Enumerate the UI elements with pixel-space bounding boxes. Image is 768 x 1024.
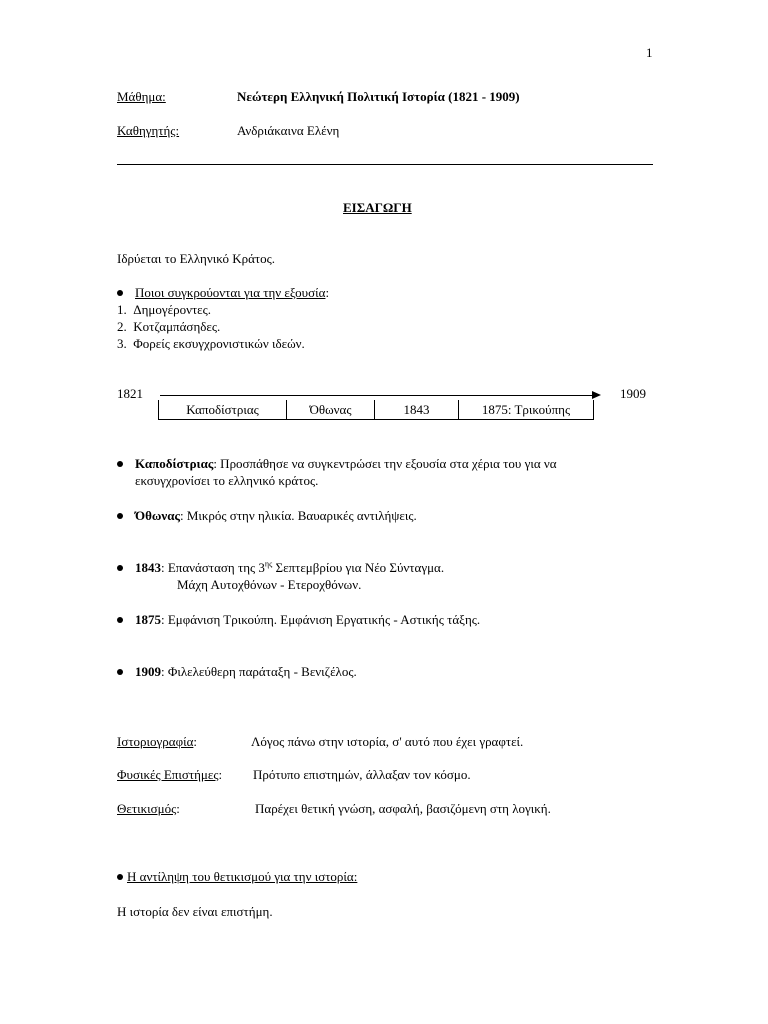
bullet-icon	[117, 513, 123, 519]
conflict-heading-colon: :	[325, 285, 330, 300]
timeline-segment-label: Όθωνας	[309, 402, 352, 417]
point-1843	[117, 560, 444, 576]
point-text: : Φιλελεύθερη παράταξη - Βενιζέλος.	[161, 664, 357, 679]
timeline-start: 1821	[117, 386, 143, 401]
point-superscript: ης	[264, 559, 273, 569]
closing-text: Η ιστορία δεν είναι επιστήμη.	[117, 904, 273, 919]
page-title: ΕΙΣΑΓΩΓΗ	[343, 200, 412, 215]
definition-colon: :	[193, 734, 198, 749]
definition-text: Παρέχει θετική γνώση, ασφαλή, βασιζόμενη στη λογική.	[255, 801, 551, 816]
point-kapodistrias-line2: εκσυγχρονίσει το ελληνικό κράτος.	[135, 473, 319, 488]
subject-value: Νεώτερη Ελληνική Πολιτική Ιστορία (1821 - 1909)	[237, 89, 520, 104]
arrow-right-icon	[592, 391, 601, 399]
point-term: 1843	[135, 560, 161, 575]
definition-term: Θετικισμός	[117, 801, 177, 816]
point-term: Όθωνας	[135, 508, 180, 523]
point-othonas	[117, 508, 417, 524]
page-number: 1	[646, 45, 653, 60]
conflict-heading: Ποιοι συγκρούονται για την εξουσία	[135, 285, 326, 300]
definition-term-row	[117, 767, 222, 783]
bullet-icon	[117, 290, 123, 296]
definition-term-row	[117, 734, 197, 750]
definition-colon: :	[218, 767, 223, 782]
timeline-segment-label: 1843	[403, 402, 430, 417]
list-item-text: Δημογέροντες.	[133, 302, 212, 317]
point-term: 1909	[135, 664, 161, 679]
definition-term: Ιστοριογραφία	[117, 734, 194, 749]
point-text: : Επανάσταση της 3	[161, 560, 265, 575]
timeline-segment-label: Καποδίστριας	[186, 402, 259, 417]
point-1909	[117, 664, 357, 680]
point-text: : Εμφάνιση Τρικούπη. Εμφάνιση Εργατικής - Αστικής τάξης.	[161, 612, 481, 627]
list-item-text: Κοτζαμπάσηδες.	[133, 319, 221, 334]
positivism-heading: Η αντίληψη του θετικισμού για την ιστορία:	[127, 869, 358, 884]
point-text: Σεπτεμβρίου για Νέο Σύνταγμα.	[272, 560, 445, 575]
point-kapodistrias	[117, 456, 557, 472]
list-item: 3. Φορείς εκσυγχρονιστικών ιδεών.	[117, 336, 305, 351]
teacher-value: Ανδριάκαινα Ελένη	[237, 123, 340, 138]
list-item: 2. Κοτζαμπάσηδες.	[117, 319, 221, 334]
timeline-segment-label: 1875: Τρικούπης	[481, 402, 571, 417]
point-text: : Μικρός στην ηλικία. Βαυαρικές αντιλήψεις.	[179, 508, 417, 523]
list-item-text: Φορείς εκσυγχρονιστικών ιδεών.	[133, 336, 305, 351]
definition-text: Πρότυπο επιστημών, άλλαξαν τον κόσμο.	[253, 767, 471, 782]
bullet-icon	[117, 617, 123, 623]
timeline-line	[160, 395, 593, 396]
bullet-icon	[117, 669, 123, 675]
bullet-icon	[117, 565, 123, 571]
point-1875	[117, 612, 480, 628]
positivism-heading-row	[117, 869, 357, 885]
definition-term: Φυσικές Επιστήμες	[117, 767, 219, 782]
intro-text: Ιδρύεται το Ελληνικό Κράτος.	[117, 251, 276, 266]
definition-text: Λόγος πάνω στην ιστορία, σ' αυτό που έχει γραφτεί.	[251, 734, 524, 749]
list-item: 1. Δημογέροντες.	[117, 302, 212, 317]
timeline-end: 1909	[620, 386, 646, 401]
conflict-heading-row	[117, 285, 329, 301]
point-term: 1875	[135, 612, 161, 627]
point-term: Καποδίστριας	[135, 456, 214, 471]
point-text: : Προσπάθησε να συγκεντρώσει την εξουσία στα χέρια του για να	[213, 456, 557, 471]
point-1843-line2: Μάχη Αυτοχθόνων - Ετεροχθόνων.	[177, 577, 362, 592]
definition-colon: :	[176, 801, 180, 816]
bullet-icon	[117, 461, 123, 467]
header-divider	[117, 164, 653, 165]
definition-term-row	[117, 801, 180, 817]
bullet-icon	[117, 874, 123, 880]
teacher-label: Καθηγητής:	[117, 123, 180, 138]
subject-label: Μάθημα:	[117, 89, 166, 104]
